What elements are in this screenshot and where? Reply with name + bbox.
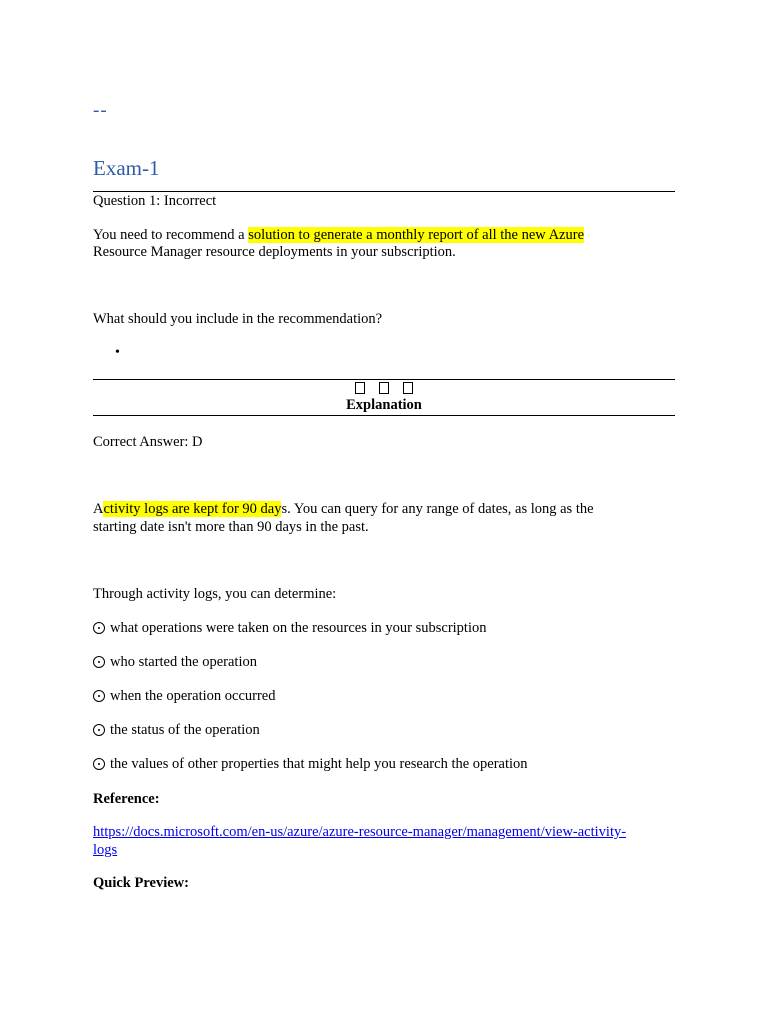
- quick-preview-label: Quick Preview:: [93, 875, 189, 891]
- answer-bullet: •: [115, 345, 120, 360]
- correct-answer: Correct Answer: D: [93, 434, 203, 450]
- title-rule: [93, 191, 675, 192]
- list-item: [93, 688, 275, 705]
- reference-label: Reference:: [93, 791, 160, 807]
- reference-link-continued[interactable]: logs: [93, 842, 118, 858]
- list-item-text: the status of the operation: [110, 722, 260, 738]
- circle-bullet-icon: [93, 690, 105, 702]
- exam-title: Exam-1: [93, 156, 160, 180]
- explanation-paragraph-start: A: [93, 501, 104, 517]
- list-item: [93, 654, 257, 671]
- explanation-paragraph-line-2: starting date isn't more than 90 days in the past.: [93, 519, 369, 535]
- explanation-paragraph-rest: s. You can query for any range of dates, as long as the: [281, 501, 594, 517]
- question-status: Question 1: Incorrect: [93, 193, 217, 209]
- reference-link[interactable]: https://docs.microsoft.com/en-us/azure/azure-resource-manager/management/view-activity-: [93, 824, 627, 840]
- list-item: [93, 756, 528, 773]
- list-item-text: what operations were taken on the resources in your subscription: [110, 620, 487, 636]
- list-item: [93, 722, 260, 739]
- circle-bullet-icon: [93, 622, 105, 634]
- question-text-plain: You need to recommend a: [93, 227, 249, 243]
- circle-bullet-icon: [93, 656, 105, 668]
- reference-link-line-2[interactable]: [93, 842, 117, 859]
- explanation-paragraph-highlight: ctivity logs are kept for 90 day: [103, 501, 282, 517]
- circle-bullet-icon: [93, 758, 105, 770]
- explanation-bottom-rule: [93, 415, 675, 416]
- missing-glyph-icon: [379, 382, 389, 394]
- list-item: [93, 620, 487, 637]
- missing-glyph-icon: [403, 382, 413, 394]
- list-item-text: when the operation occurred: [110, 688, 276, 704]
- question-text-line-1: [93, 227, 584, 244]
- list-intro: Through activity logs, you can determine:: [93, 586, 337, 602]
- reference-link-line-1[interactable]: [93, 824, 626, 841]
- question-text-highlight: solution to generate a monthly report of all the new Azure: [248, 227, 585, 243]
- circle-bullet-icon: [93, 724, 105, 736]
- header-dash: --: [93, 100, 108, 121]
- list-item-text: the values of other properties that might help you research the operation: [110, 756, 528, 772]
- explanation-top-rule: [93, 379, 675, 380]
- question-prompt: What should you include in the recommendation?: [93, 311, 383, 327]
- question-text-line-2: Resource Manager resource deployments in your subscription.: [93, 244, 456, 260]
- explanation-paragraph-line-1: [93, 501, 594, 518]
- explanation-heading: Explanation: [346, 397, 422, 413]
- missing-glyph-icon: [355, 382, 365, 394]
- list-item-text: who started the operation: [110, 654, 257, 670]
- placeholder-glyphs: [93, 381, 675, 395]
